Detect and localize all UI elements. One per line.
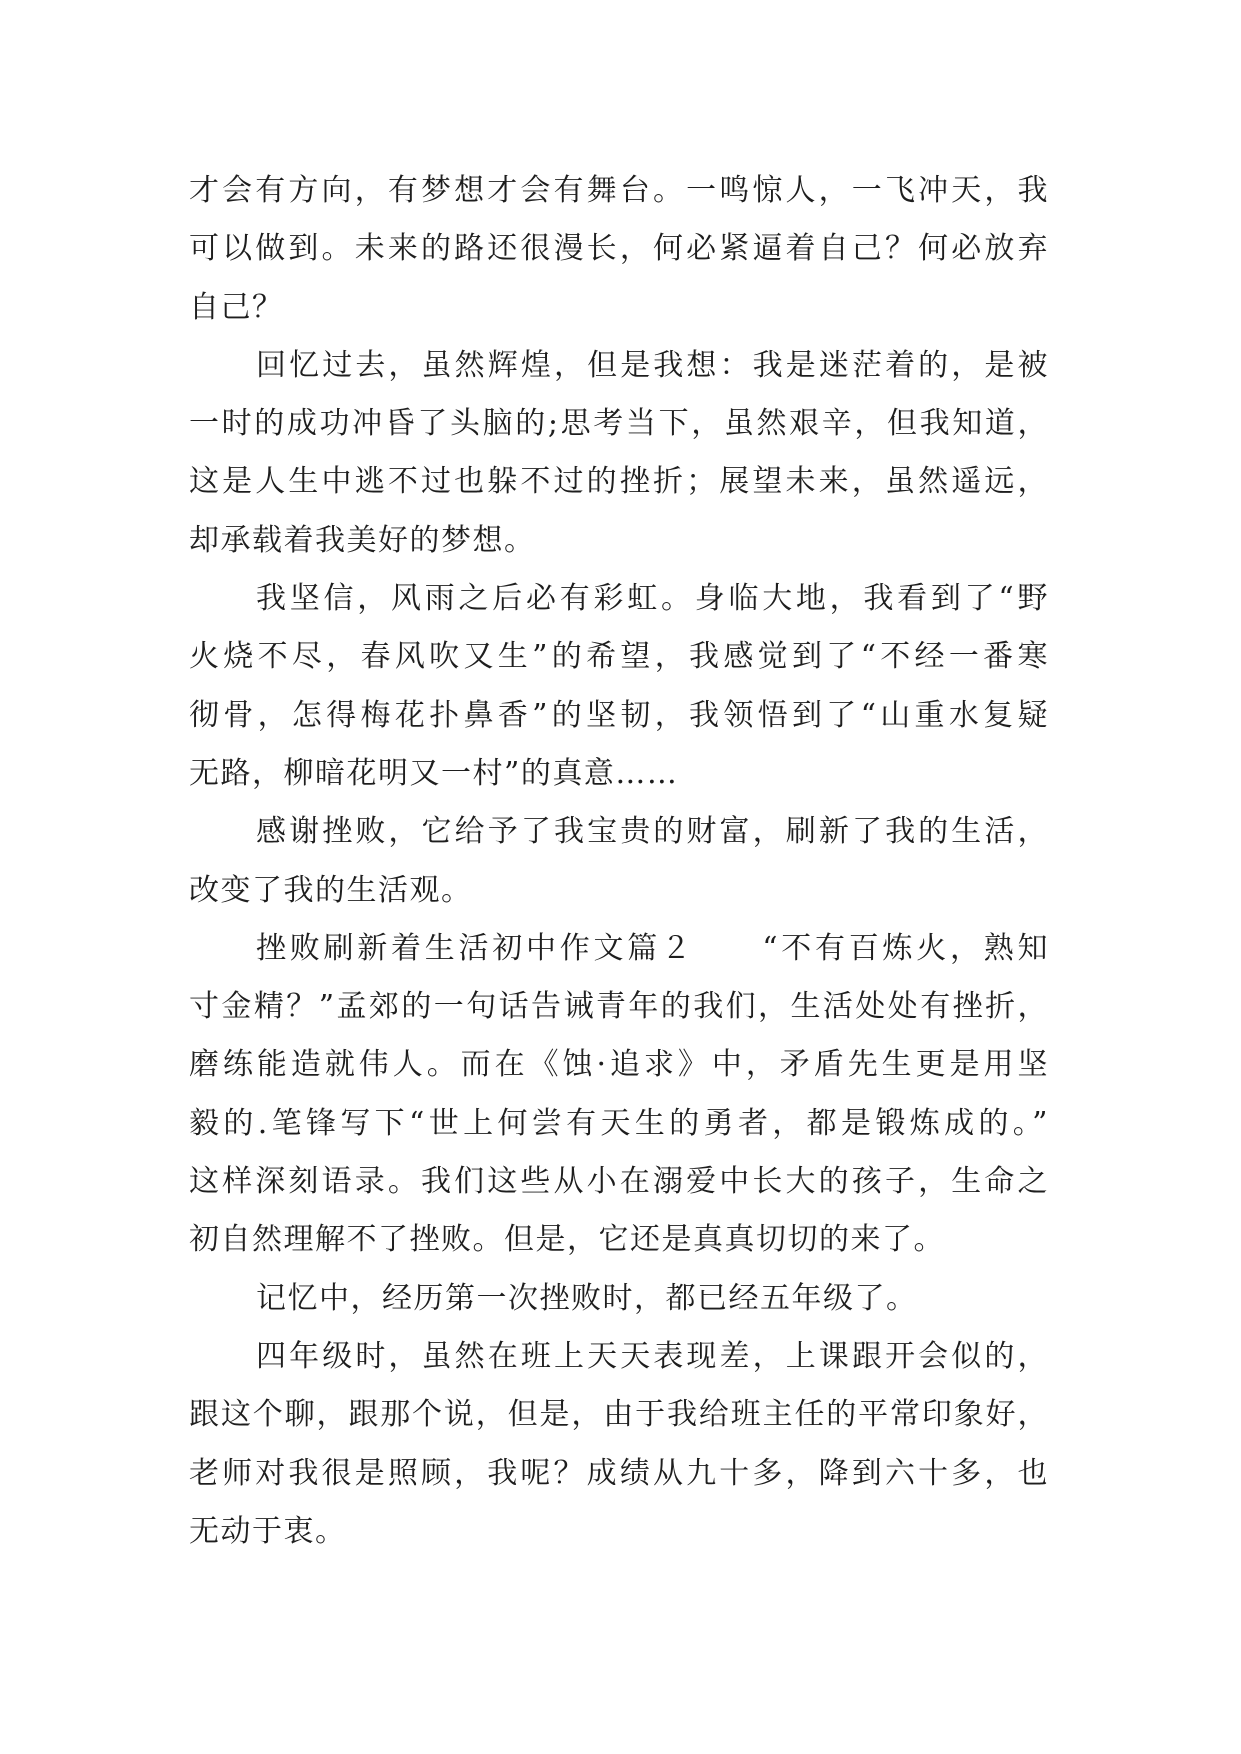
paragraph-first-line: 四年级时，虽然在班上天天表现差，上课跟开会似的，: [256, 1338, 1049, 1374]
text-line: 毅的.笔锋写下“世上何尝有天生的勇者，都是锻炼成的。”: [189, 1105, 1049, 1141]
text-line: 老师对我很是照顾，我呢？成绩从九十多，降到六十多，也: [189, 1455, 1049, 1491]
text-line: 火烧不尽，春风吹又生”的希望，我感觉到了“不经一番寒: [189, 639, 1049, 675]
text-line: 彻骨，怎得梅花扑鼻香”的坚韧，我领悟到了“山重水复疑: [189, 697, 1049, 733]
text-line: 才会有方向，有梦想才会有舞台。一鸣惊人，一飞冲天，我: [189, 173, 1049, 208]
text-line: 却承载着我美好的梦想。: [189, 522, 536, 558]
text-line: 这是人生中逃不过也躲不过的挫折；展望未来，虽然遥远，: [189, 464, 1049, 500]
paragraph-first-line: 回忆过去，虽然辉煌，但是我想：我是迷茫着的，是被: [256, 347, 1049, 383]
text-line: 无动于衷。: [189, 1513, 347, 1549]
paragraph-first-line: 挫败刷新着生活初中作文篇２ “不有百炼火，熟知: [256, 930, 1049, 966]
text-line: 改变了我的生活观。: [189, 872, 473, 908]
text-line: 跟这个聊，跟那个说，但是，由于我给班主任的平常印象好，: [189, 1397, 1049, 1433]
paragraph-first-line: 记忆中，经历第一次挫败时，都已经五年级了。: [256, 1280, 918, 1316]
text-line: 寸金精？”孟郊的一句话告诫青年的我们，生活处处有挫折，: [189, 989, 1049, 1025]
text-line: 这样深刻语录。我们这些从小在溺爱中长大的孩子，生命之: [189, 1164, 1049, 1200]
text-line: 磨练能造就伟人。而在《蚀·追求》中，矛盾先生更是用坚: [189, 1047, 1049, 1083]
essay-body: [189, 162, 1049, 1561]
text-line: 一时的成功冲昏了头脑的;思考当下，虽然艰辛，但我知道，: [189, 406, 1049, 442]
text-line: 初自然理解不了挫败。但是，它还是真真切切的来了。: [189, 1222, 945, 1258]
text-line: 可以做到。未来的路还很漫长，何必紧逼着自己？何必放弃: [189, 231, 1049, 267]
paragraph-first-line: 我坚信，风雨之后必有彩虹。身临大地，我看到了“野: [256, 581, 1049, 617]
text-line: 无路，柳暗花明又一村”的真意……: [189, 755, 679, 791]
paragraph-first-line: 感谢挫败，它给予了我宝贵的财富，刷新了我的生活，: [256, 814, 1049, 850]
text-line: 自己？: [189, 289, 284, 325]
